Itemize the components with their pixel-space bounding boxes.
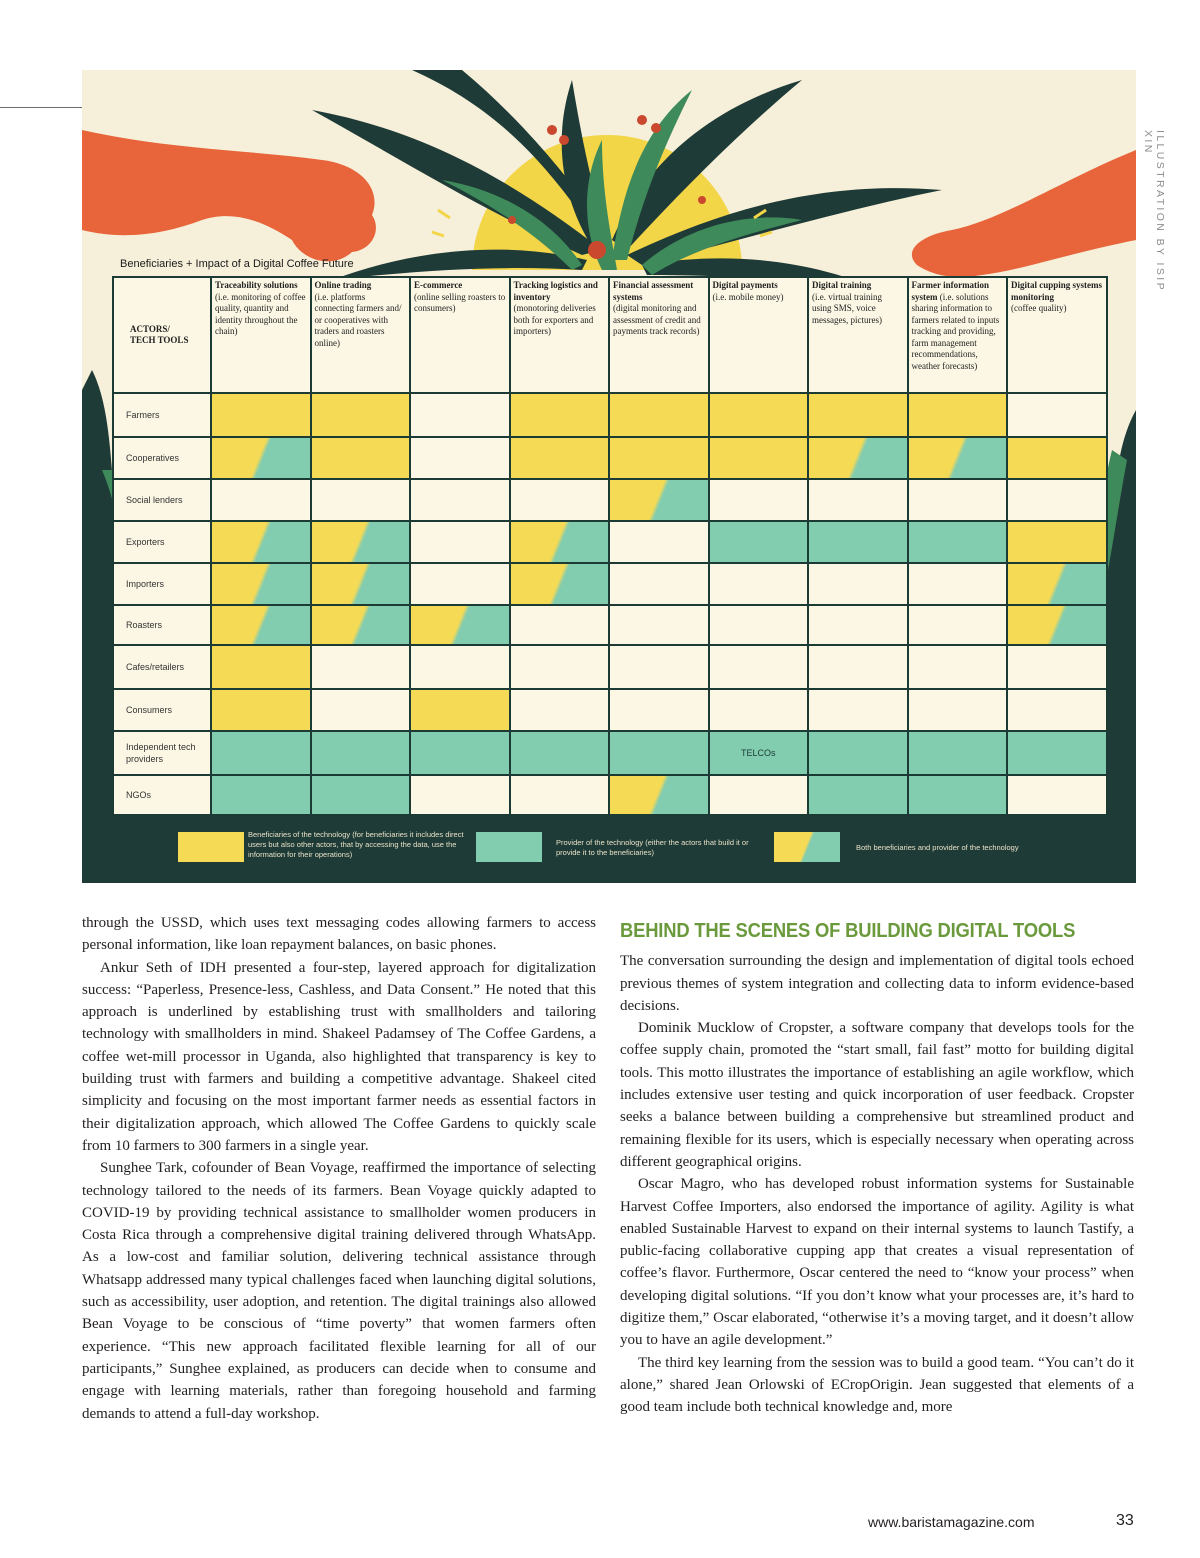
column-header: Financial assessment systems (digital monitoring and assessment of credit and payments track records) — [609, 277, 709, 393]
telcos-label: TELCOs — [740, 748, 776, 758]
corner-label-line: ACTORS/ — [130, 324, 170, 334]
matrix-cell — [609, 479, 709, 521]
top-left-rule — [0, 107, 82, 108]
matrix-cell — [311, 521, 411, 563]
matrix-cell — [609, 689, 709, 731]
matrix-cell — [211, 605, 311, 645]
left-hand-shape — [82, 130, 376, 261]
column-header: Farmer information system (i.e. solutions sharing information to farmers related to inputs tracking and providing, farm management recommendations, weather forecasts) — [908, 277, 1008, 393]
row-label: NGOs — [113, 775, 211, 815]
body-paragraph: Oscar Magro, who has developed robust information systems for Sustainable Harvest Coffee Importers, also endorsed the importance of agility. Agility is what enabled Sustainable Harvest to expand on their internal systems to launch Tastify, a public-facing collaborative cupping app that creates a visual representation of coffee’s flavor. Furthermore, Oscar centered the need to “know your process” when developing digital solutions. “If you don’t know what your processes are, it’s hard to digitize them,” Oscar elaborated, “otherwise it’s a moving target, and it doesn’t allow you to have an agile development.” — [620, 1176, 1134, 1349]
legend-swatch-both — [774, 832, 840, 862]
column-header: E-commerce (online selling roasters to consumers) — [410, 277, 510, 393]
body-paragraph: The third key learning from the session was to build a good team. “You can’t do it alone,” shared Jean Orlowski of ECropOrigin. Jean suggested that elements of a good team include both technical knowledge and, more — [620, 1354, 1134, 1416]
matrix-cell — [311, 731, 411, 775]
column-header: Digital training (i.e. virtual training using SMS, voice messages, pictures) — [808, 277, 908, 393]
matrix-cell — [808, 479, 908, 521]
matrix-cell — [211, 521, 311, 563]
matrix-cell — [311, 393, 411, 437]
matrix-cell — [311, 563, 411, 605]
matrix-cell — [510, 479, 610, 521]
matrix-cell — [211, 563, 311, 605]
matrix-cell — [808, 605, 908, 645]
matrix-cell — [211, 689, 311, 731]
row-label: Exporters — [113, 521, 211, 563]
matrix-cell — [808, 521, 908, 563]
matrix-cell — [709, 393, 809, 437]
corner-label-line: TECH TOOLS — [130, 335, 189, 345]
matrix-cell — [510, 775, 610, 815]
matrix-cell — [410, 689, 510, 731]
matrix-cell — [709, 605, 809, 645]
body-paragraph: The conversation surrounding the design and implementation of digital tools echoed previous themes of system integration and collecting data to inform evidence-based decisions. — [620, 953, 1134, 1014]
matrix-cell — [808, 563, 908, 605]
matrix-cell — [510, 393, 610, 437]
matrix-cell — [908, 393, 1008, 437]
section-heading: BEHIND THE SCENES OF BUILDING DIGITAL TOOLS — [620, 920, 1076, 942]
matrix-cell — [1007, 393, 1107, 437]
matrix-cell — [609, 437, 709, 479]
matrix-cell — [410, 479, 510, 521]
matrix-cell — [808, 645, 908, 689]
row-label: Cafes/retailers — [113, 645, 211, 689]
matrix-cell — [709, 563, 809, 605]
matrix-cell — [410, 521, 510, 563]
matrix-cell — [908, 689, 1008, 731]
matrix-cell — [609, 645, 709, 689]
legend-swatch-beneficiaries — [178, 832, 244, 862]
matrix-cell — [709, 437, 809, 479]
matrix-cell — [510, 605, 610, 645]
matrix-cell — [410, 393, 510, 437]
matrix-cell — [709, 645, 809, 689]
row-label: Cooperatives — [113, 437, 211, 479]
matrix-cell — [808, 731, 908, 775]
footer-website[interactable]: www.baristamagazine.com — [868, 1514, 1035, 1530]
matrix-row — [113, 605, 1107, 645]
matrix-cell — [808, 437, 908, 479]
matrix-cell — [311, 605, 411, 645]
column-header: Tracking logistics and inventory (monotoring deliveries both for exporters and importers) — [510, 277, 610, 393]
row-label: Consumers — [113, 689, 211, 731]
matrix-cell — [908, 563, 1008, 605]
figure-caption: Beneficiaries + Impact of a Digital Coffee Future — [120, 258, 354, 270]
body-paragraph: Sunghee Tark, cofounder of Bean Voyage, reaffirmed the importance of selecting technology tailored to the needs of its farmers. Bean Voyage quickly adapted to COVID-19 by providing technical assistance to smallholder women producers in Costa Rica through a comprehensive digital training delivered through WhatsApp. As a low-cost and familiar solution, delivering technical assistance through Whatsapp addressed many typical challenges faced when launching digital solutions, such as accessibility, user adoption, and retention. The digital trainings also allowed Bean Voyage to be conscious of “time poverty” that women farmers often experience. “This new approach facilitated flexible learning for all of our participants,” Sunghee explained, as producers can decide when to consume and engage with learning materials, rather than foregoing household and farming demands to attend a full-day workshop. — [82, 1160, 596, 1422]
digital-tools-matrix — [112, 276, 1108, 816]
matrix-cell — [1007, 563, 1107, 605]
matrix-cell — [311, 437, 411, 479]
matrix-cell — [908, 731, 1008, 775]
body-paragraph: Ankur Seth of IDH presented a four-step, layered approach for digitalization success: “Paperless, Presence-less, Cashless, and Data Consent.” He noted that this approach is underlined by establishing trust with smallholders and tailoring technology with smallholders in mind. Shakeel Padamsey of The Coffee Gardens, a coffee wet-mill processor in Uganda, also highlighted that transparency is key to building trust with farmers and building a competitive advantage. Shakeel cited simplicity and focusing on the most important farmer needs as essential factors in their digitalization approach, which allowed The Coffee Gardens to quickly scale from 10 farmers to 300 farmers in a single year. — [82, 959, 596, 1154]
matrix-cell — [709, 479, 809, 521]
matrix-cell — [709, 731, 809, 775]
matrix-header-row — [113, 277, 1107, 393]
matrix-cell — [908, 645, 1008, 689]
matrix-row — [113, 393, 1107, 437]
matrix-cell — [211, 775, 311, 815]
matrix-cell — [211, 393, 311, 437]
matrix-cell — [211, 645, 311, 689]
page-number: 33 — [1116, 1512, 1134, 1529]
matrix-cell — [1007, 645, 1107, 689]
matrix-cell — [410, 437, 510, 479]
matrix-row — [113, 521, 1107, 563]
matrix-cell — [808, 393, 908, 437]
matrix-cell — [410, 605, 510, 645]
legend-both-text: Both beneficiaries and provider of the technology — [856, 843, 1019, 852]
matrix-cell — [908, 437, 1008, 479]
row-label: Social lenders — [113, 479, 211, 521]
matrix-body — [113, 393, 1107, 815]
matrix-cell — [908, 521, 1008, 563]
matrix-cell — [211, 731, 311, 775]
matrix-row — [113, 437, 1107, 479]
matrix-cell — [808, 775, 908, 815]
matrix-cell — [410, 775, 510, 815]
matrix-cell — [1007, 521, 1107, 563]
matrix-cell — [709, 689, 809, 731]
matrix-cell — [410, 563, 510, 605]
matrix-corner-header — [113, 277, 211, 393]
matrix-row — [113, 689, 1107, 731]
matrix-cell — [1007, 689, 1107, 731]
matrix-cell — [709, 775, 809, 815]
matrix-cell — [510, 521, 610, 563]
matrix-cell — [211, 437, 311, 479]
matrix-row — [113, 731, 1107, 775]
matrix-cell — [311, 479, 411, 521]
matrix-cell — [908, 605, 1008, 645]
matrix-cell — [211, 479, 311, 521]
matrix-cell — [609, 605, 709, 645]
matrix-row — [113, 775, 1107, 815]
matrix-cell — [510, 731, 610, 775]
column-header: Online trading (i.e. platforms connecting farmers and/ or cooperatives with traders and roasters online) — [311, 277, 411, 393]
matrix-cell — [609, 563, 709, 605]
matrix-row — [113, 645, 1107, 689]
legend-beneficiaries-text: Beneficiaries of the technology (for beneficiaries it includes direct users but also other actors, that by accessing the data, use the information for their operations) — [248, 830, 464, 859]
matrix-cell — [1007, 437, 1107, 479]
matrix-cell — [908, 479, 1008, 521]
column-header: Traceability solutions (i.e. monitoring of coffee quality, quantity and identity throughout the chain) — [211, 277, 311, 393]
row-label: Independent tech providers — [113, 731, 211, 775]
matrix-cell — [609, 521, 709, 563]
matrix-cell — [808, 689, 908, 731]
matrix-cell — [311, 689, 411, 731]
column-header: Digital payments (i.e. mobile money) — [709, 277, 809, 393]
illustration-credit: ILLUSTRATION BY ISIP XIN — [1142, 130, 1166, 292]
matrix-cell — [609, 393, 709, 437]
matrix-cell — [510, 437, 610, 479]
matrix-cell — [510, 645, 610, 689]
matrix-cell — [609, 775, 709, 815]
matrix-cell — [609, 731, 709, 775]
matrix-cell — [510, 563, 610, 605]
right-text-column — [620, 912, 1134, 1419]
row-label: Roasters — [113, 605, 211, 645]
matrix-row — [113, 479, 1107, 521]
matrix-cell — [410, 645, 510, 689]
row-label: Importers — [113, 563, 211, 605]
matrix-row — [113, 563, 1107, 605]
legend-provider-text: Provider of the technology (either the actors that build it or provide it to the beneficiaries) — [556, 838, 749, 857]
matrix-cell — [709, 521, 809, 563]
right-hand-shape — [912, 150, 1136, 277]
matrix-cell — [311, 645, 411, 689]
matrix-cell — [1007, 479, 1107, 521]
matrix-cell — [908, 775, 1008, 815]
matrix-cell — [1007, 731, 1107, 775]
column-header: Digital cupping systems monitoring (coffee quality) — [1007, 277, 1107, 393]
body-paragraph: Dominik Mucklow of Cropster, a software company that develops tools for the coffee supply chain, promoted the “start small, fail fast” motto for building digital tools. This motto illustrates the importance of establishing an agile workflow, which includes extensive user testing and quick incorporation of user feedback. Cropster seeks a balance between building a comprehensive but streamlined product and remaining flexible for its users, which is especially necessary when operating across different geographical origins. — [620, 1020, 1134, 1170]
left-text-column — [82, 912, 596, 1425]
body-paragraph: through the USSD, which uses text messaging codes allowing farmers to access personal information, like loan repayment balances, on basic phones. — [82, 915, 596, 954]
row-label: Farmers — [113, 393, 211, 437]
matrix-cell — [1007, 605, 1107, 645]
matrix-cell — [510, 689, 610, 731]
legend-swatch-provider — [476, 832, 542, 862]
matrix-cell — [410, 731, 510, 775]
matrix-cell — [311, 775, 411, 815]
matrix-cell — [1007, 775, 1107, 815]
